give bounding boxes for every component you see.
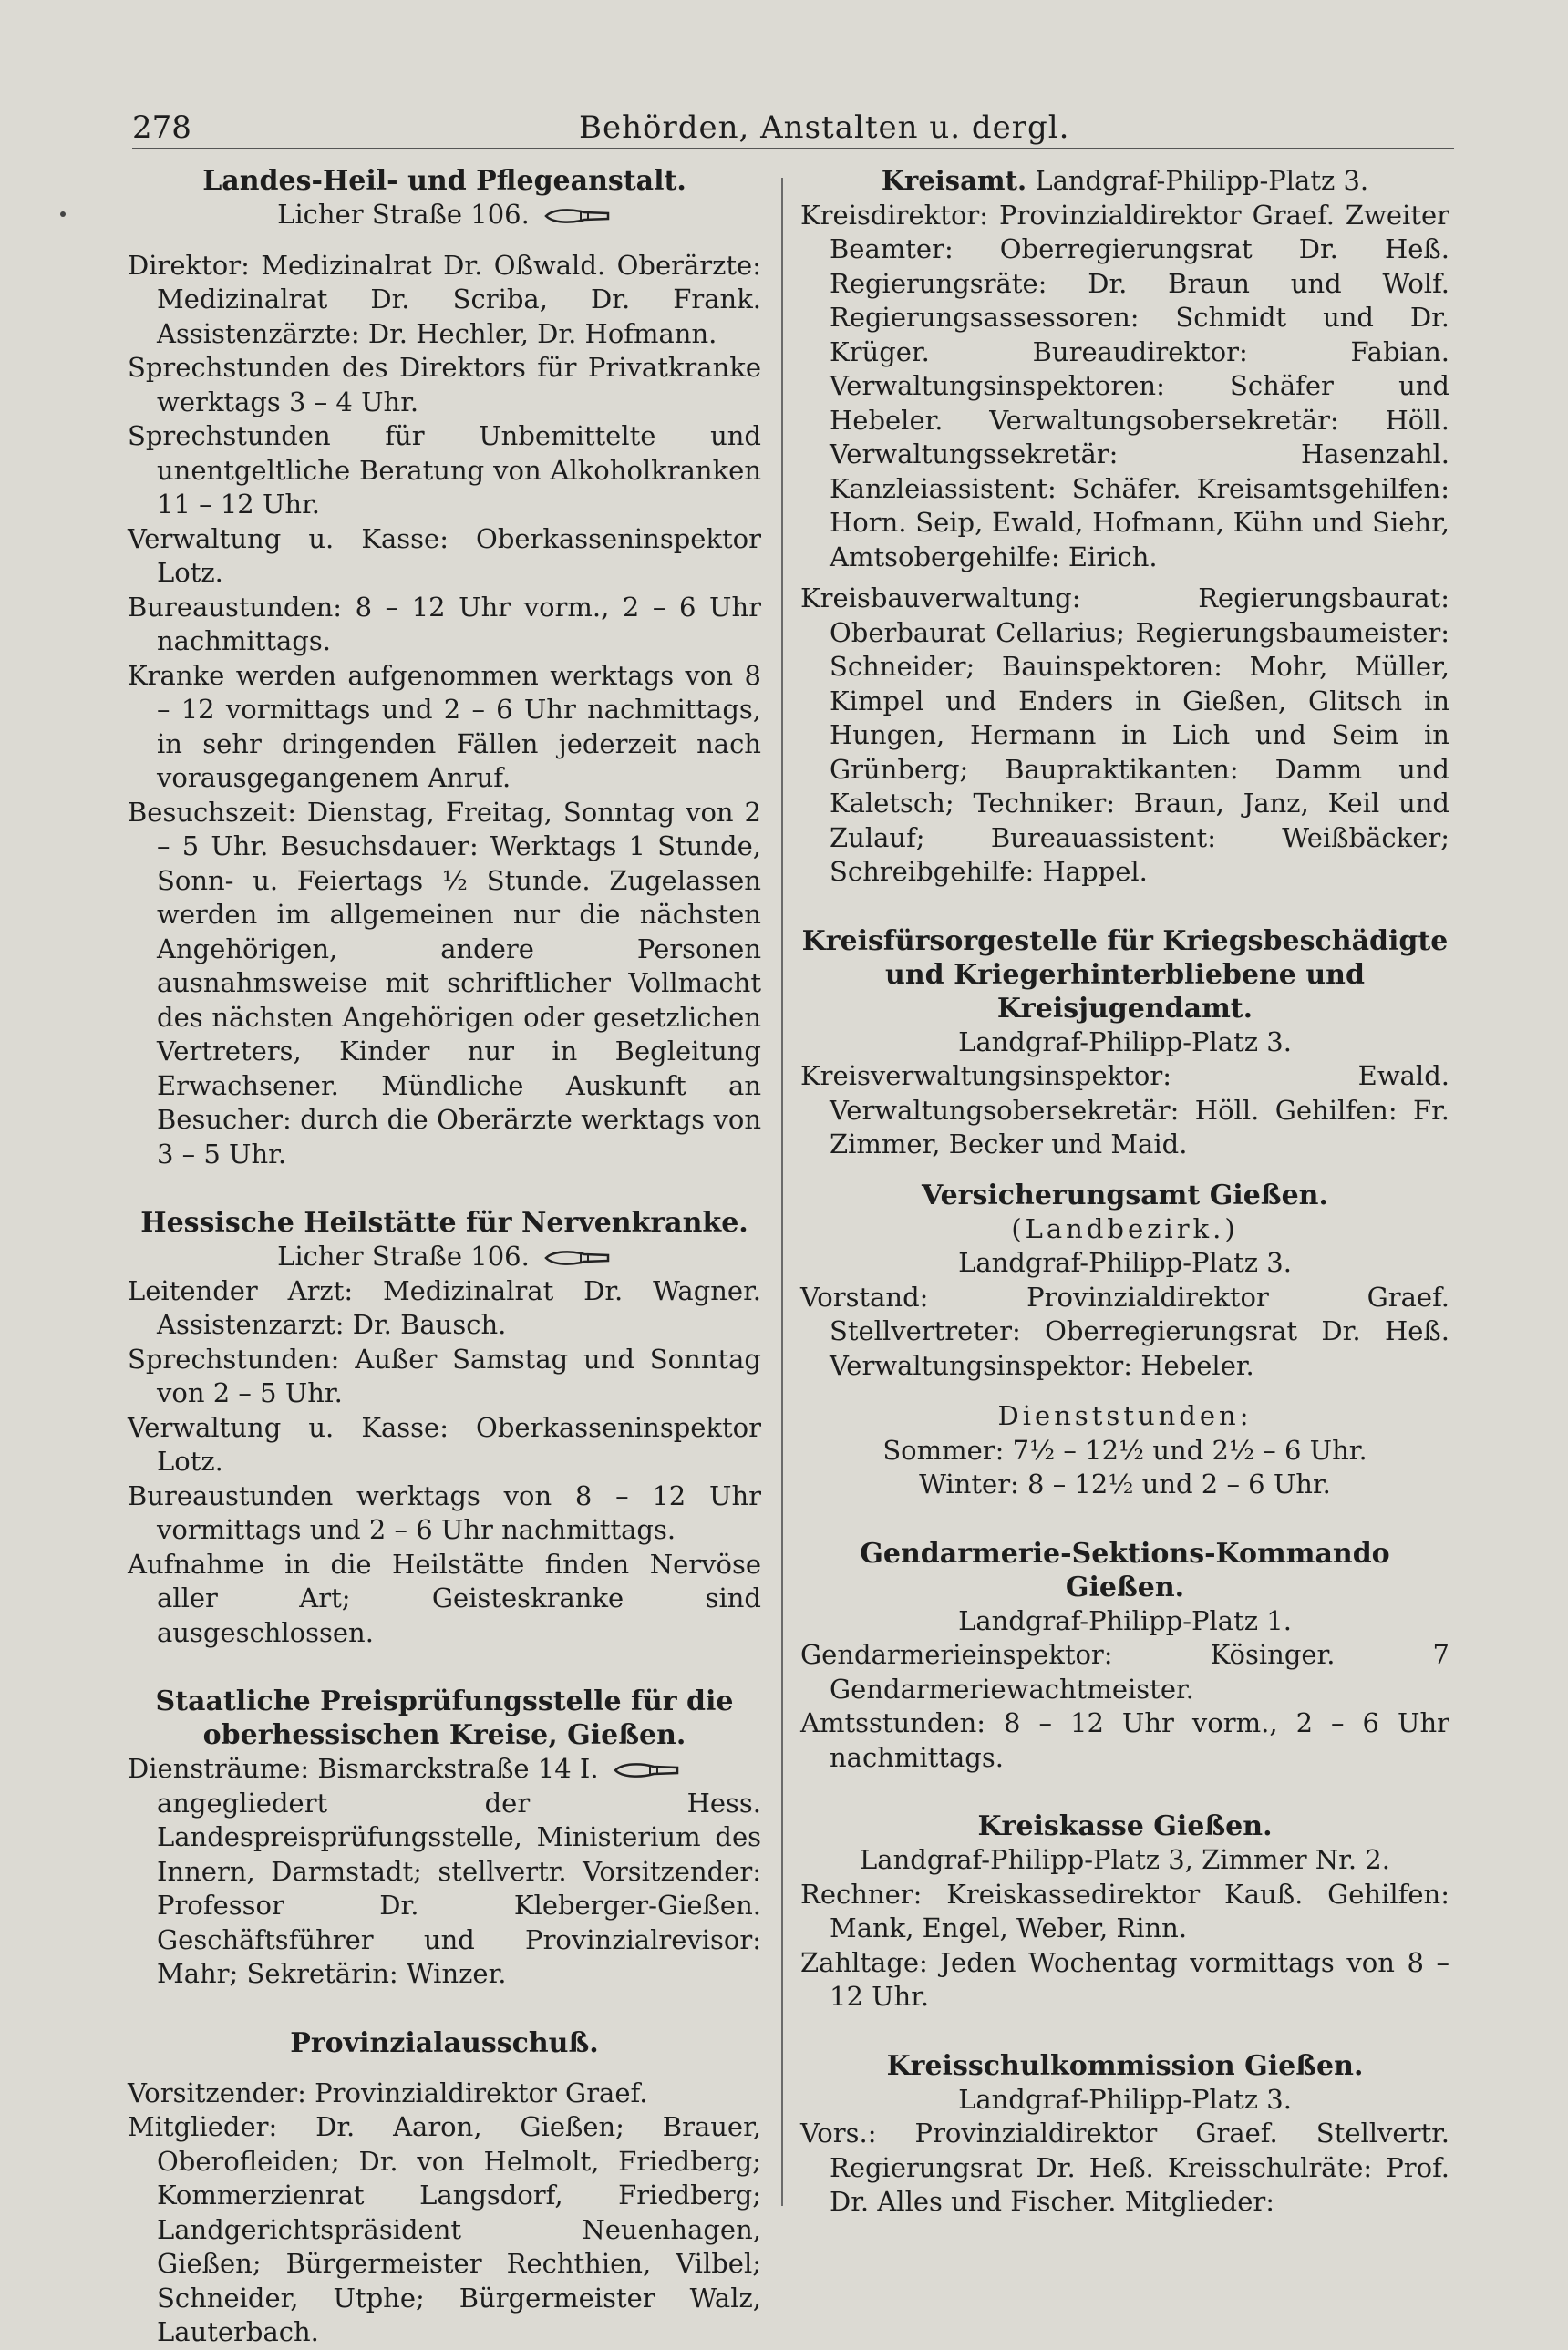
spacer bbox=[800, 1775, 1449, 1809]
pointing-hand-icon bbox=[544, 205, 612, 227]
section-title: Provinzialausschuß. bbox=[290, 2026, 599, 2059]
section-address: Landgraf-Philipp-Platz 3, Zimmer Nr. 2. bbox=[860, 1844, 1390, 1875]
paragraph: Bureaustunden werktags von 8 – 12 Uhr vormittags und 2 – 6 Uhr nachmittags. bbox=[128, 1479, 761, 1545]
paragraph: Mitglieder: Dr. Aaron, Gießen; Brauer, Oberofleiden; Dr. von Helmolt, Friedberg; Kommerzienrat Langsdorf, Friedberg; Landgerichtspräsident Neuenhagen, Gießen; Bürgermeister Rechthien, Vilbel; Schneider, Utphe; Bürgermeister Walz, Lauterbach. bbox=[128, 2111, 761, 2347]
section-kreisamt bbox=[800, 164, 1449, 890]
paragraph: Vors.: Provinzialdirektor Graef. Stellvertr. Regierungsrat Dr. Heß. Kreisschulräte: Prof. Dr. Alles und Fischer. Mitglieder: bbox=[800, 2118, 1449, 2217]
section-address: Landgraf-Philipp-Platz 3. bbox=[958, 1247, 1292, 1278]
column-divider bbox=[781, 178, 783, 2206]
paragraph: Vorstand: Provinzialdirektor Graef. Stellvertreter: Oberregierungsrat Dr. Heß. Verwaltungsinspektor: Hebeler. bbox=[800, 1281, 1449, 1381]
spacer bbox=[800, 574, 1449, 582]
section-heading-line bbox=[800, 164, 1449, 199]
margin-dot bbox=[60, 211, 66, 217]
spacer bbox=[800, 1162, 1449, 1179]
section-title: Hessische Heilstätte für Nervenkranke. bbox=[140, 1207, 748, 1239]
section-kreisschulkommission bbox=[800, 2049, 1449, 2220]
section-provinzialausschuss bbox=[128, 2026, 761, 2350]
hours-title: Dienststunden: bbox=[997, 1400, 1253, 1431]
paragraph: Kreisverwaltungsinspektor: Ewald. Verwaltungsobersekretär: Höll. Gehilfen: Fr. Zimmer, Becker und Maid. bbox=[800, 1060, 1449, 1160]
paragraph: Kreisbauverwaltung: Regierungsbaurat: Oberbaurat Cellarius; Regierungsbaumeister: Schneider; Bauinspektoren: Mohr, Müller, Kimpel und Enders in Gießen, Glitsch in Hungen, Hermann in Lich und Seim in Grünberg; Baupraktikanten: Damm und Kaletsch; Techniker: Braun, Janz, Keil und Zulauf; Bureauassistent: Weißbäcker; Schreibgehilfe: Happel. bbox=[800, 582, 1449, 887]
spacer bbox=[800, 1383, 1449, 1399]
paragraph: Zahltage: Jeden Wochentag vormittags von 8 – 12 Uhr. bbox=[800, 1946, 1449, 2012]
section-landes-heil-und-pflegeanstalt bbox=[128, 164, 761, 1171]
right-column bbox=[800, 164, 1449, 2252]
page-number: 278 bbox=[132, 109, 191, 146]
section-title: Versicherungsamt Gießen. bbox=[922, 1179, 1328, 1211]
spacer bbox=[800, 1502, 1449, 1537]
paragraph: Sprechstunden des Direktors für Privatkranke werktags 3 – 4 Uhr. bbox=[128, 352, 761, 417]
spacer bbox=[800, 890, 1449, 924]
paragraph: Besuchszeit: Dienstag, Freitag, Sonntag von 2 – 5 Uhr. Besuchsdauer: Werktags 1 Stunde, Sonn- u. Feiertags ½ Stunde. Zugelassen werden im allgemeinen nur die nächsten Angehörigen, andere Personen ausnahmsweise mit schriftlicher Vollmacht des nächsten Angehörigen oder gesetzlichen Vertreters, Kinder nur in Begleitung Erwachsener. Mündliche Auskunft an Besucher: durch die Oberärzte werktags von 3 – 5 Uhr. bbox=[128, 796, 761, 1170]
paragraph: Gendarmerieinspektor: Kösinger. 7 Gendarmeriewachtmeister. bbox=[800, 1639, 1449, 1705]
paragraph: Verwaltung u. Kasse: Oberkasseninspektor Lotz. bbox=[128, 522, 761, 588]
section-address: Diensträume: Bismarckstraße 14 I. bbox=[128, 1752, 761, 1787]
section-kreisfuersorgestelle bbox=[800, 924, 1449, 1162]
section-address: Licher Straße 106. bbox=[128, 1240, 761, 1274]
pointing-hand-icon bbox=[544, 1247, 612, 1269]
section-title: Kreisamt. bbox=[881, 165, 1027, 196]
paragraph: angegliedert der Hess. Landespreisprüfungsstelle, Ministerium des Innern, Darmstadt; stellvertr. Vorsitzender: Professor Dr. Kleberger-Gießen. Geschäftsführer und Provinzialrevisor: Mahr; Sekretärin: Winzer. bbox=[157, 1787, 761, 1989]
paragraph: Rechner: Kreiskassedirektor Kauß. Gehilfen: Mank, Engel, Weber, Rinn. bbox=[800, 1878, 1449, 1943]
paragraph: Bureaustunden: 8 – 12 Uhr vorm., 2 – 6 Uhr nachmittags. bbox=[128, 591, 761, 656]
section-hessische-heilstaette bbox=[128, 1206, 761, 1650]
paragraph: Direktor: Medizinalrat Dr. Oßwald. Oberärzte: Medizinalrat Dr. Scriba, Dr. Frank. Assistenzärzte: Dr. Hechler, Dr. Hofmann. bbox=[128, 249, 761, 349]
running-title: Behörden, Anstalten u. dergl. bbox=[579, 109, 1070, 146]
paragraph: Aufnahme in die Heilstätte finden Nervöse aller Art; Geisteskranke sind ausgeschlossen. bbox=[128, 1548, 761, 1648]
paragraph: Kranke werden aufgenommen werktags von 8 – 12 vormittags und 2 – 6 Uhr nachmittags, in sehr dringenden Fällen jederzeit nach vorausgegangenem Anruf. bbox=[128, 659, 761, 793]
section-address: Licher Straße 106. bbox=[128, 198, 761, 232]
section-title: Landes-Heil- und Pflegeanstalt. bbox=[202, 165, 686, 197]
spacer bbox=[128, 232, 761, 249]
page-header bbox=[132, 100, 1454, 155]
section-preispruefungsstelle bbox=[128, 1685, 761, 1992]
section-title: Kreiskasse Gießen. bbox=[977, 1810, 1273, 1842]
paragraph: Sprechstunden: Außer Samstag und Sonntag von 2 – 5 Uhr. bbox=[128, 1343, 761, 1408]
section-subtitle: (Landbezirk.) bbox=[1011, 1212, 1239, 1244]
left-column bbox=[128, 164, 761, 2347]
spacer bbox=[128, 1171, 761, 1206]
paragraph: Vorsitzender: Provinzialdirektor Graef. bbox=[128, 2077, 648, 2108]
hours-line: Winter: 8 – 12½ und 2 – 6 Uhr. bbox=[919, 1469, 1331, 1500]
spacer bbox=[128, 1650, 761, 1685]
header-rule bbox=[132, 148, 1454, 149]
section-address: Landgraf-Philipp-Platz 3. bbox=[1035, 165, 1369, 196]
section-address: Landgraf-Philipp-Platz 3. bbox=[958, 1026, 1292, 1057]
spacer bbox=[800, 2015, 1449, 2049]
section-address: Landgraf-Philipp-Platz 3. bbox=[958, 2083, 1292, 2115]
section-versicherungsamt bbox=[800, 1179, 1449, 1502]
section-kreiskasse bbox=[800, 1809, 1449, 2015]
section-title: Gendarmerie-Sektions-Kommando Gießen. bbox=[860, 1537, 1390, 1603]
hours-line: Sommer: 7½ – 12½ und 2½ – 6 Uhr. bbox=[882, 1434, 1367, 1466]
paragraph: Leitender Arzt: Medizinalrat Dr. Wagner. Assistenzarzt: Dr. Bausch. bbox=[128, 1274, 761, 1340]
paragraph: Amtsstunden: 8 – 12 Uhr vorm., 2 – 6 Uhr nachmittags. bbox=[800, 1707, 1449, 1773]
section-gendarmerie bbox=[800, 1537, 1449, 1776]
spacer bbox=[128, 1992, 761, 2026]
paragraph: Kreisdirektor: Provinzialdirektor Graef. Zweiter Beamter: Oberregierungsrat Dr. Heß. Regierungsräte: Dr. Braun und Wolf. Regierungsassessoren: Schmidt und Dr. Krüger. Bureaudirektor: Fabian. Verwaltungsinspektoren: Schäfer und Hebeler. Verwaltungsobersekretär: Höll. Verwaltungssekretär: Hasenzahl. Kanzleiassistent: Schäfer. Kreisamtsgehilfen: Horn. Seip, Ewald, Hofmann, Kühn und Siehr, Amtsobergehilfe: Eirich. bbox=[800, 199, 1449, 572]
section-title: Kreisfürsorgestelle für Kriegsbeschädigte und Kriegerhinterbliebene und Kreisjugendamt. bbox=[801, 924, 1449, 1025]
section-address: Landgraf-Philipp-Platz 1. bbox=[958, 1604, 1292, 1636]
paragraph: Verwaltung u. Kasse: Oberkasseninspektor Lotz. bbox=[128, 1411, 761, 1477]
spacer bbox=[128, 2060, 761, 2077]
paragraph: Sprechstunden für Unbemittelte und unentgeltliche Beratung von Alkoholkranken 11 – 12 Uhr. bbox=[128, 420, 761, 520]
section-title: Kreisschulkommission Gießen. bbox=[886, 2049, 1364, 2082]
section-title: Staatliche Preisprüfungsstelle für die oberhessischen Kreise, Gießen. bbox=[155, 1685, 734, 1751]
pointing-hand-icon bbox=[614, 1759, 681, 1781]
